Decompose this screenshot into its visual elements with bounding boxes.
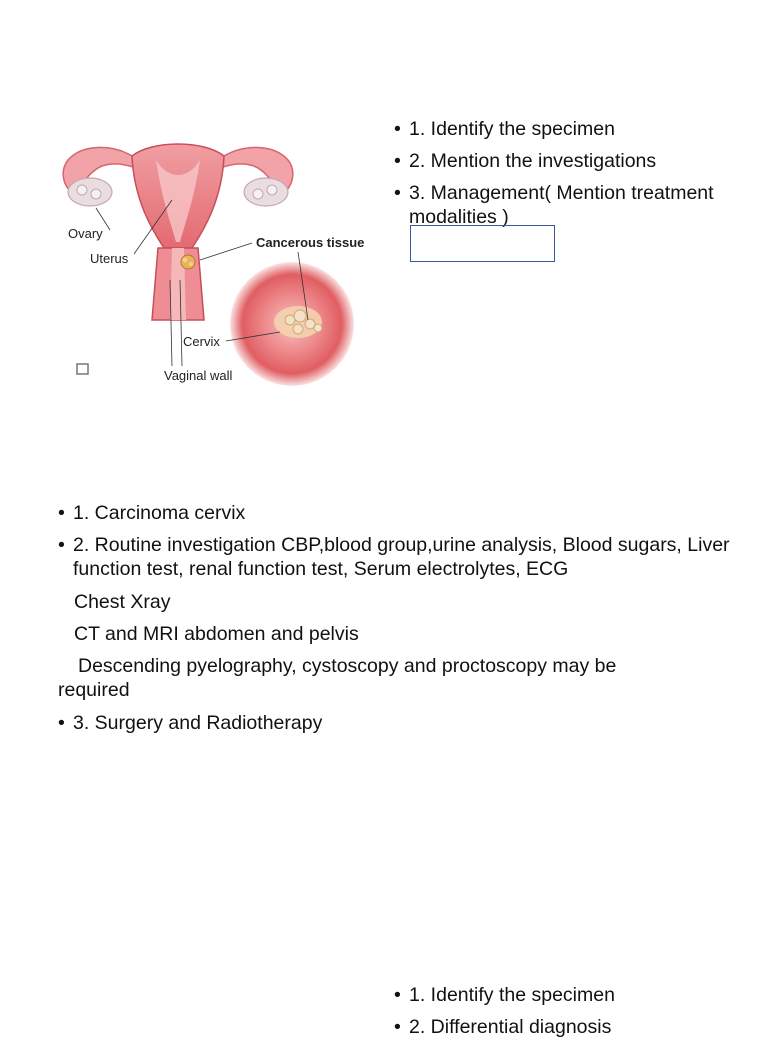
slide1-question-list [394, 117, 724, 237]
bullet-icon: • [394, 1016, 401, 1038]
slide2-answer-list-tail [58, 711, 738, 743]
left-ovary [68, 178, 112, 206]
bullet-icon: • [58, 502, 65, 524]
question-text: 1. Identify the specimen [409, 118, 615, 140]
answer-text: 3. Surgery and Radiotherapy [73, 712, 323, 734]
list-item [58, 501, 738, 525]
bullet-icon: • [394, 984, 401, 1006]
label-cervix: Cervix [183, 334, 220, 349]
label-cancerous-tissue: Cancerous tissue [256, 235, 365, 250]
list-item [394, 181, 724, 229]
list-item [394, 149, 724, 173]
bullet-icon: • [394, 118, 401, 140]
label-ovary: Ovary [68, 226, 103, 241]
answer-line-chest: Chest Xray [74, 591, 171, 613]
anatomy-illustration [52, 130, 380, 383]
answer-text: 2. Routine investigation CBP,blood group,urine analysis, Blood sugars, Liver function test, renal function test, Serum electrolytes, ECG [73, 534, 730, 580]
list-item [394, 117, 724, 141]
bullet-icon: • [394, 150, 401, 172]
slide2-answer-list [58, 501, 738, 589]
label-uterus: Uterus [90, 251, 129, 266]
question-text: 1. Identify the specimen [409, 984, 615, 1006]
answer-line-ct: CT and MRI abdomen and pelvis [74, 623, 359, 645]
list-item [58, 533, 738, 581]
question-text: 2. Differential diagnosis [409, 1016, 612, 1038]
list-item [394, 983, 724, 1007]
answer-line-pyelography: Descending pyelography, cystoscopy and proctoscopy may be required [58, 655, 617, 701]
bullet-icon: • [58, 534, 65, 556]
slide3-question-list [394, 983, 724, 1047]
figure-icon [77, 364, 88, 374]
bullet-icon: • [394, 182, 401, 204]
answer-text: 1. Carcinoma cervix [73, 502, 246, 524]
label-vaginal-wall: Vaginal wall [164, 368, 233, 383]
question-text: 2. Mention the investigations [409, 150, 657, 172]
tumor-small [181, 255, 195, 269]
right-ovary [244, 178, 288, 206]
list-item [58, 711, 738, 735]
list-item [394, 1015, 724, 1039]
empty-text-box [410, 225, 555, 262]
uterus-cervix-diagram [52, 130, 380, 383]
bullet-icon: • [58, 712, 65, 734]
question-text: 3. Management( Mention treatment modalities ) [409, 182, 714, 228]
